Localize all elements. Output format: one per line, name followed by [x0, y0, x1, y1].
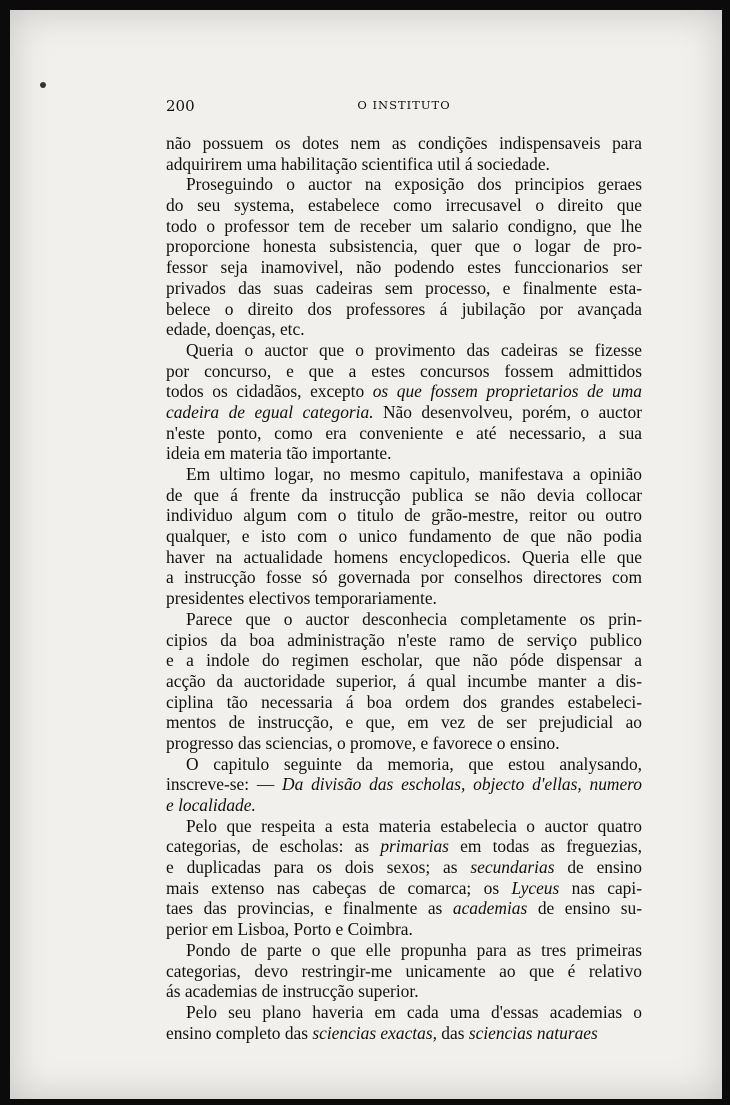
text-run: ensino completo das [166, 1022, 313, 1043]
text-line [166, 1023, 642, 1044]
page-header [166, 97, 642, 115]
text-line [166, 857, 642, 878]
italic-text: cadeira de egual categoria. [166, 401, 374, 422]
text-run: de que á frente da instrucção publica se não devia collocar [166, 484, 642, 505]
text-line [166, 154, 642, 175]
paragraph [166, 174, 642, 340]
text-run: haver na actualidade homens encyclopedicos. Queria elle que [166, 546, 642, 567]
text-line [166, 650, 642, 671]
text-run: cipios da boa administração n'este ramo de serviço publico [166, 629, 642, 650]
text-run: belece o direito dos professores á jubilação por avançada [166, 298, 642, 319]
paragraph [166, 816, 642, 940]
text-run: taes das provincias, e finalmente as [166, 898, 453, 919]
paragraph [166, 609, 642, 754]
text-line [166, 588, 642, 609]
italic-text: sciencias naturaes [468, 1022, 598, 1043]
text-run: Parece que o auctor desconhecia completamente os prin- [186, 608, 642, 629]
paragraph [166, 1002, 642, 1043]
text-line [166, 174, 642, 195]
ink-speck [40, 82, 46, 88]
text-run: Pelo que respeita a esta materia estabelecia o auctor quatro [186, 815, 642, 836]
italic-text: secundarias [470, 857, 555, 878]
text-run: todo o professor tem de receber um salario condigno, que lhe [166, 215, 642, 236]
text-run: acção da auctoridade superior, á qual incumbe manter a dis- [166, 670, 642, 691]
italic-text: e localidade. [166, 795, 256, 815]
paragraph [166, 464, 642, 609]
text-run: Proseguindo o auctor na exposição dos principios geraes [186, 174, 642, 195]
text-line [166, 423, 642, 444]
text-run: do seu systema, estabelece como irrecusavel o direito que [166, 195, 642, 216]
italic-text: Lyceus [511, 877, 560, 898]
text-run: de ensino [554, 857, 642, 878]
text-line [166, 878, 642, 899]
text-run: e duplicadas para os dois sexos; as [166, 857, 471, 878]
text-run: mais extenso nas cabeças de comarca; os [166, 877, 512, 898]
italic-text: primarias [380, 836, 449, 857]
paragraph [166, 940, 642, 1002]
text-line [166, 505, 642, 526]
text-line [166, 898, 642, 919]
text-line [166, 464, 642, 485]
text-run: e a indole do regimen escholar, que não póde dispensar a [166, 650, 642, 671]
text-line [166, 1002, 642, 1023]
text-line [166, 278, 642, 299]
text-run: n'este ponto, como era conveniente e até necessario, a sua [166, 422, 642, 443]
text-line [166, 485, 642, 506]
text-run: categorias, devo restringir-me unicamente ao que é relativo [166, 960, 642, 981]
text-line [166, 547, 642, 568]
text-run: não possuem os dotes nem as condições indispensaveis para [166, 133, 642, 153]
text-run: mentos de instrucção, e que, em vez de ser prejudicial ao [166, 712, 642, 733]
paragraph [166, 340, 642, 464]
text-line [166, 754, 642, 775]
text-line [166, 919, 642, 940]
text-line [166, 216, 642, 237]
text-run: qualquer, e isto com o unico fundamento de que não podia [166, 526, 642, 547]
page-number: 200 [166, 97, 195, 115]
text-run: de ensino su- [527, 898, 642, 919]
text-run: adquirirem uma habilitação scientifica util á sociedade. [166, 153, 550, 174]
body-text [166, 133, 642, 1043]
text-run: a instrucção fosse só governada por conselhos directores com [166, 567, 642, 588]
text-run: em todas as freguezias, [448, 836, 642, 857]
text-line [166, 299, 642, 320]
text-run: O capitulo seguinte da memoria, que estou analysando, [186, 753, 642, 774]
text-line [166, 133, 642, 154]
italic-text: sciencias exactas, [312, 1022, 437, 1043]
text-line [166, 402, 642, 423]
italic-text: Da divisão das escholas, objecto d'ellas, numero [282, 774, 642, 795]
text-run: por concurso, e que a estes concursos fossem admittidos [166, 360, 642, 381]
text-line [166, 340, 642, 361]
text-line [166, 381, 642, 402]
text-run: fessor seja inamovivel, não podendo estes funccionarios ser [166, 257, 642, 278]
text-run: perior em Lisboa, Porto e Coimbra. [166, 919, 413, 940]
text-run: edade, doenças, etc. [166, 319, 305, 340]
text-line [166, 319, 642, 340]
text-line [166, 795, 642, 816]
text-run: Pondo de parte o que elle propunha para as tres primeiras [186, 939, 642, 960]
text-line [166, 671, 642, 692]
text-line [166, 567, 642, 588]
text-run: Pelo seu plano haveria em cada uma d'essas academias o [186, 1001, 642, 1022]
text-run: ás academias de instrucção superior. [166, 981, 419, 1002]
text-line [166, 692, 642, 713]
text-line [166, 961, 642, 982]
text-run: proporcione honesta subsistencia, quer que o logar de pro- [166, 236, 642, 257]
text-line [166, 816, 642, 837]
text-line [166, 774, 642, 795]
text-line [166, 526, 642, 547]
text-run: Em ultimo logar, no mesmo capitulo, manifestava a opinião [186, 464, 642, 484]
running-title: O INSTITUTO [357, 98, 451, 112]
text-run: das [436, 1022, 469, 1043]
text-line [166, 733, 642, 754]
italic-text: academias [452, 898, 528, 919]
paragraph [166, 133, 642, 174]
text-line [166, 443, 642, 464]
text-run: ciplina tão necessaria á boa ordem dos grandes estabeleci- [166, 691, 642, 712]
text-line [166, 630, 642, 651]
text-line [166, 836, 642, 857]
text-line [166, 361, 642, 382]
paragraph [166, 754, 642, 816]
text-run: Não desenvolveu, porém, o auctor [373, 401, 642, 422]
text-run: categorias, de escholas: as [166, 836, 381, 857]
text-line [166, 981, 642, 1002]
text-line [166, 195, 642, 216]
text-run: inscreve-se: — [166, 774, 283, 795]
text-line [166, 712, 642, 733]
text-run: ideia em materia tão importante. [166, 443, 392, 464]
text-run: presidentes electivos temporariamente. [166, 588, 437, 609]
text-line [166, 609, 642, 630]
text-run: progresso das sciencias, o promove, e favorece o ensino. [166, 732, 560, 753]
italic-text: os que fossem proprietarios de uma [372, 381, 642, 402]
text-run: individuo algum com o titulo de grão-mestre, reitor ou outro [166, 505, 642, 526]
text-line [166, 236, 642, 257]
text-run: todos os cidadãos, excepto [166, 381, 373, 402]
text-run: Queria o auctor que o provimento das cadeiras se fizesse [186, 339, 642, 360]
text-run: nas capi- [559, 877, 642, 898]
text-line [166, 257, 642, 278]
text-line [166, 940, 642, 961]
text-run: privados das suas cadeiras sem processo, e finalmente esta- [166, 277, 642, 298]
